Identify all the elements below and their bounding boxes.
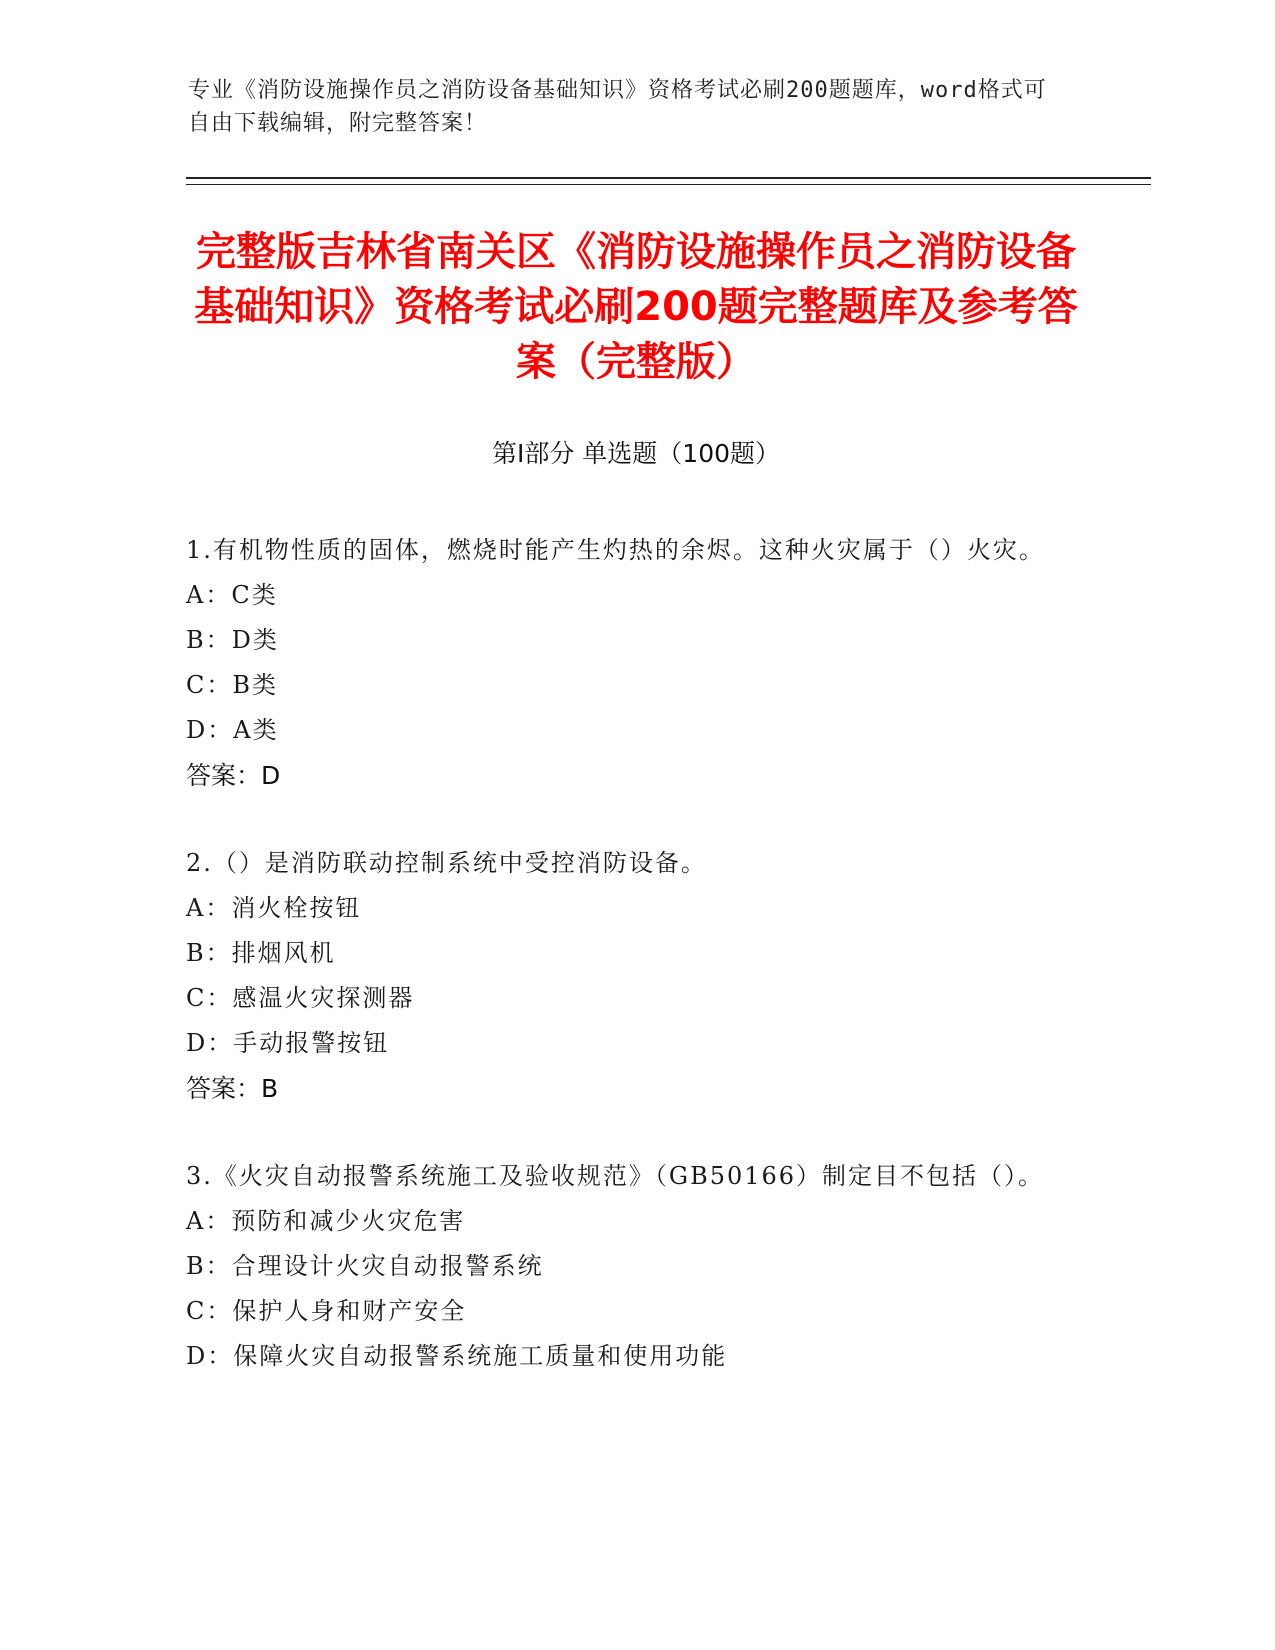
option-d: D：A类: [186, 716, 279, 744]
document-title: 完整版吉林省南关区《消防设施操作员之消防设备基础知识》资格考试必刷200题完整题库及参考答案（完整版）: [194, 229, 1078, 385]
question-stem: 2.（）是消防联动控制系统中受控消防设备。: [186, 849, 707, 877]
option-a: A：C类: [186, 581, 278, 609]
option-b: B：D类: [186, 626, 279, 654]
question-2: [186, 841, 1066, 1112]
answer: 答案：D: [186, 761, 281, 790]
header-note: 专业《消防设施操作员之消防设备基础知识》资格考试必刷200题题库，word格式可自由下载编辑，附完整答案！: [188, 78, 1047, 136]
option-c: C：感温火灾探测器: [186, 984, 415, 1012]
option-a: A：消火栓按钮: [186, 894, 362, 922]
question-list: [186, 528, 1066, 1421]
option-d: D：手动报警按钮: [186, 1029, 390, 1057]
question-stem: 3.《火灾自动报警系统施工及验收规范》（GB50166）制定目不包括（）。: [186, 1162, 1045, 1190]
option-c: C：保护人身和财产安全: [186, 1297, 467, 1325]
question-stem: 1.有机物性质的固体，燃烧时能产生灼热的余烬。这种火灾属于（）火灾。: [186, 536, 1045, 564]
answer: 答案：B: [186, 1074, 279, 1103]
option-b: B：合理设计火灾自动报警系统: [186, 1252, 544, 1280]
header-divider-thin: [186, 184, 1151, 185]
question-3: [186, 1154, 1066, 1379]
section-title: 第Ⅰ部分 单选题（100题）: [491, 439, 781, 468]
option-a: A：预防和减少火灾危害: [186, 1207, 466, 1235]
header-divider-thick: [186, 177, 1151, 179]
question-1: [186, 528, 1066, 799]
option-c: C：B类: [186, 671, 278, 699]
option-d: D：保障火灾自动报警系统施工质量和使用功能: [186, 1342, 728, 1370]
option-b: B：排烟风机: [186, 939, 336, 967]
